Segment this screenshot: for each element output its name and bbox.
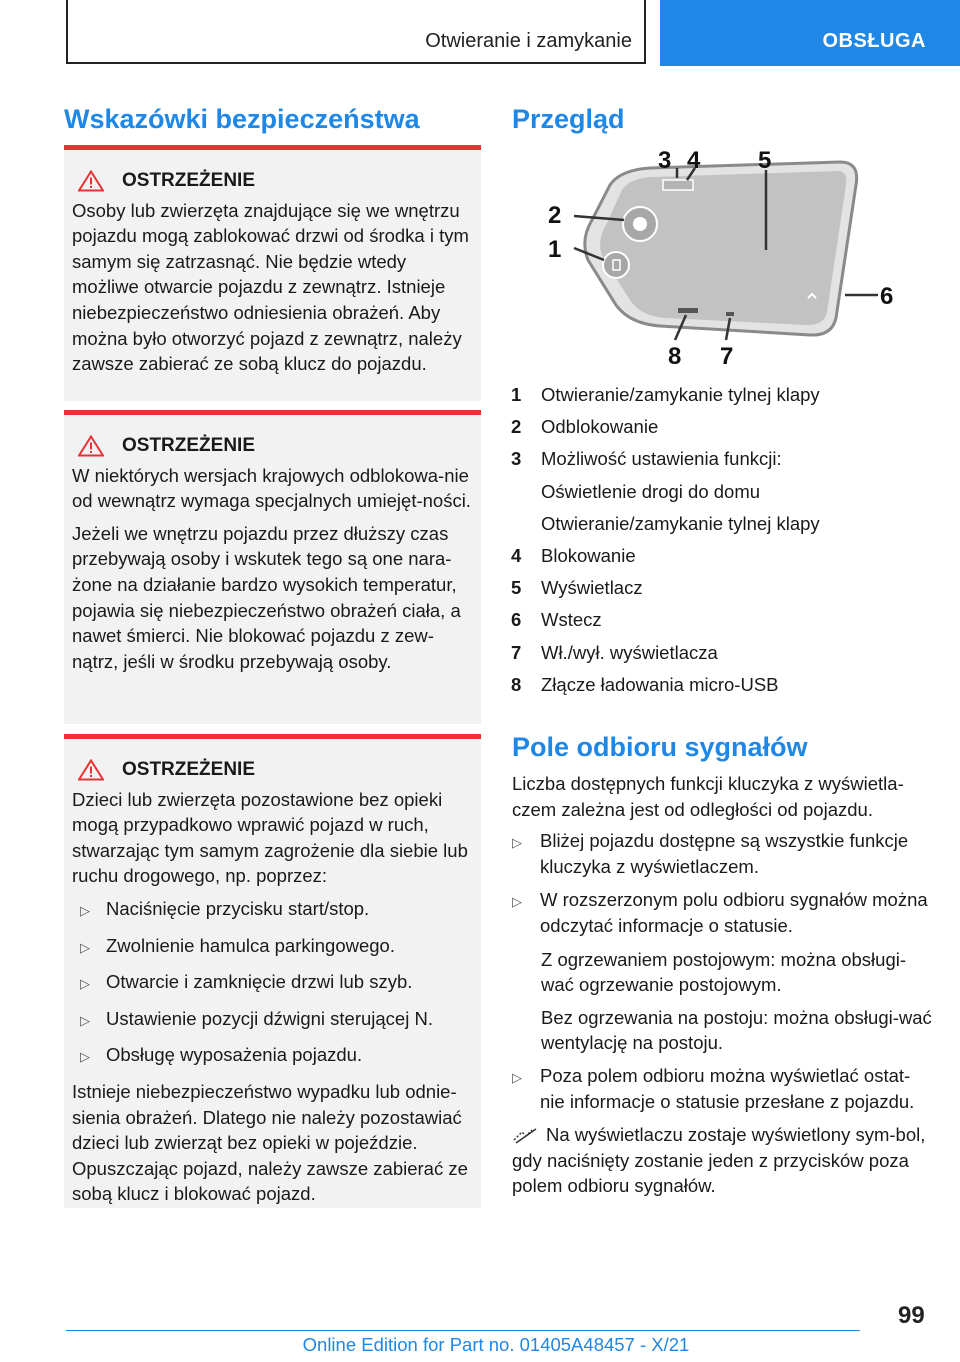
list-item: ▷ Otwarcie i zamknięcie drzwi lub szyb. — [72, 969, 471, 997]
figure-callout-8: 8 — [668, 343, 682, 370]
warning-text: Jeżeli we wnętrzu pojazdu przez dłuższy czas przebywają osoby i wskutek tego są one nara-żone na działanie bardzo wysokich temperatur, pojawia się niebezpieczeństwo obrażeń ciała, a nawet śmierci. Nie blokować pojazdu z zew-nątrz, jeśli w środku przebywają osoby. — [72, 522, 461, 672]
list-item: ▷ Zwolnienie hamulca parkingowego. — [72, 933, 471, 961]
warning-box-3 — [64, 734, 481, 1208]
header-section-title: Otwieranie i zamykanie — [425, 30, 632, 52]
header-chapter-tab — [660, 0, 960, 66]
warning-text: Dzieci lub zwierzęta pozostawione bez opieki mogą przypadkowo wprawić pojazd w ruch, stwarzając tym samym zagrożenie dla siebie lub ruchu drogowego, np. poprzez: — [72, 788, 468, 887]
figure-callout-6: 6 — [880, 283, 894, 310]
legend-row: 2 Odblokowanie — [511, 416, 659, 438]
safety-title: Wskazówki bezpieczeństwa — [64, 104, 420, 134]
legend-subrow: Otwieranie/zamykanie tylnej klapy — [541, 512, 820, 534]
header-chapter-title: OBSŁUGA — [822, 30, 926, 52]
figure-callout-2: 2 — [548, 202, 562, 229]
figure-legend — [511, 379, 931, 701]
footer-edition: Online Edition for Part no. 01405A48457 - X/21 — [302, 1334, 690, 1355]
warning-header — [72, 757, 471, 783]
figure-callout-4: 4 — [687, 147, 701, 174]
warning-text: Istnieje niebezpieczeństwo wypadku lub odnie-sienia obrażeń. Dlatego nie należy pozostawiać dzieci lub zwierząt bez opieki w pojeździe. Opuszczając pojazd, należy zawsze zabierać ze sobą klucz i blokować pojazd. — [72, 1080, 468, 1205]
legend-row: 8 Złącze ładowania micro-USB — [511, 673, 779, 695]
figure-callout-7: 7 — [720, 343, 734, 370]
warning-text: W niektórych wersjach krajowych odblokowa-nie od wewnątrz wymaga specjalnych umiejęt-ności. — [72, 464, 471, 512]
bullet-triangle-icon: ▷ — [80, 939, 90, 955]
figure-callout-3: 3 — [658, 147, 672, 174]
bullet-triangle-icon: ▷ — [512, 894, 522, 910]
bullet-triangle-icon: ▷ — [80, 976, 90, 992]
warning-triangle-icon — [78, 759, 104, 781]
bullet-triangle-icon: ▷ — [80, 1012, 90, 1028]
warning-label: OSTRZEŻENIE — [122, 759, 256, 780]
bullet-triangle-icon: ▷ — [80, 1049, 90, 1065]
overview-title: Przegląd — [512, 104, 625, 134]
warning-header — [72, 168, 471, 194]
list-item: ▷ Obsługę wyposażenia pojazdu. — [72, 1042, 471, 1070]
warning-triangle-icon — [78, 170, 104, 192]
sub-paragraph: Z ogrzewaniem postojowym: można obsługi-wać ogrzewanie postojowym. — [541, 948, 907, 996]
legend-row: 1 Otwieranie/zamykanie tylnej klapy — [511, 384, 820, 406]
figure-callout-1: 1 — [548, 236, 562, 263]
warning-box-2 — [64, 410, 481, 724]
page-number: 99 — [898, 1302, 925, 1329]
bullet-triangle-icon: ▷ — [512, 835, 522, 851]
list-item: ▷ Bliżej pojazdu dostępne są wszystkie funkcje kluczyka z wyświetlaczem. — [512, 828, 932, 879]
reception-range-section — [512, 732, 932, 1205]
warning-text: Osoby lub zwierzęta znajdujące się we wnętrzu pojazdu mogą zablokować drzwi od środka i tym samym się zatrzasnąć. Nie będzie wtedy możliwe otwarcie pojazdu z zewnątrz. Istnieje niebezpieczeństwo odniesienia obrażeń. Aby można było otworzyć pojazd z zewnątrz, należy zawsze zabierać ze sobą klucz do pojazdu. — [72, 199, 469, 375]
bullet-triangle-icon: ▷ — [512, 1069, 522, 1085]
figure-callout-5: 5 — [758, 147, 772, 174]
reception-range-title: Pole odbioru sygnałów — [512, 732, 808, 762]
no-signal-icon — [512, 1128, 540, 1144]
note-paragraph: Na wyświetlaczu zostaje wyświetlony sym-bol, gdy naciśnięty zostanie jeden z przycisków poza polem odbioru sygnałów. — [512, 1124, 926, 1197]
header-section-box — [66, 0, 646, 64]
warning-label: OSTRZEŻENIE — [122, 435, 256, 456]
warning-label: OSTRZEŻENIE — [122, 170, 256, 191]
legend-row: 4 Blokowanie — [511, 545, 636, 567]
list-item: ▷ W rozszerzonym polu odbioru sygnałów można odczytać informacje o statusie. — [512, 887, 932, 938]
legend-row: 7 Wł./wył. wyświetlacza — [511, 641, 718, 663]
list-item: ▷ Ustawienie pozycji dźwigni sterującej N. — [72, 1006, 471, 1034]
warning-box-1 — [64, 145, 481, 401]
sub-paragraph: Bez ogrzewania na postoju: można obsługi-wać wentylację na postoju. — [541, 1006, 932, 1054]
legend-row: 3 Możliwość ustawienia funkcji: — [511, 448, 782, 470]
warning-header — [72, 433, 471, 459]
footer-divider — [66, 1330, 860, 1331]
display-key-figure — [540, 140, 900, 375]
legend-subrow: Oświetlenie drogi do domu — [541, 480, 761, 502]
bullet-triangle-icon: ▷ — [80, 902, 90, 918]
list-item: ▷ Naciśnięcie przycisku start/stop. — [72, 896, 471, 924]
list-item: ▷ Poza polem odbioru można wyświetlać ostat-nie informacje o statusie przesłane z pojazdu. — [512, 1063, 932, 1114]
legend-row: 6 Wstecz — [511, 609, 602, 631]
paragraph: Liczba dostępnych funkcji kluczyka z wyświetla-czem zależna jest od odległości od pojazdu. — [512, 773, 904, 820]
warning-triangle-icon — [78, 435, 104, 457]
legend-row: 5 Wyświetlacz — [511, 577, 643, 599]
